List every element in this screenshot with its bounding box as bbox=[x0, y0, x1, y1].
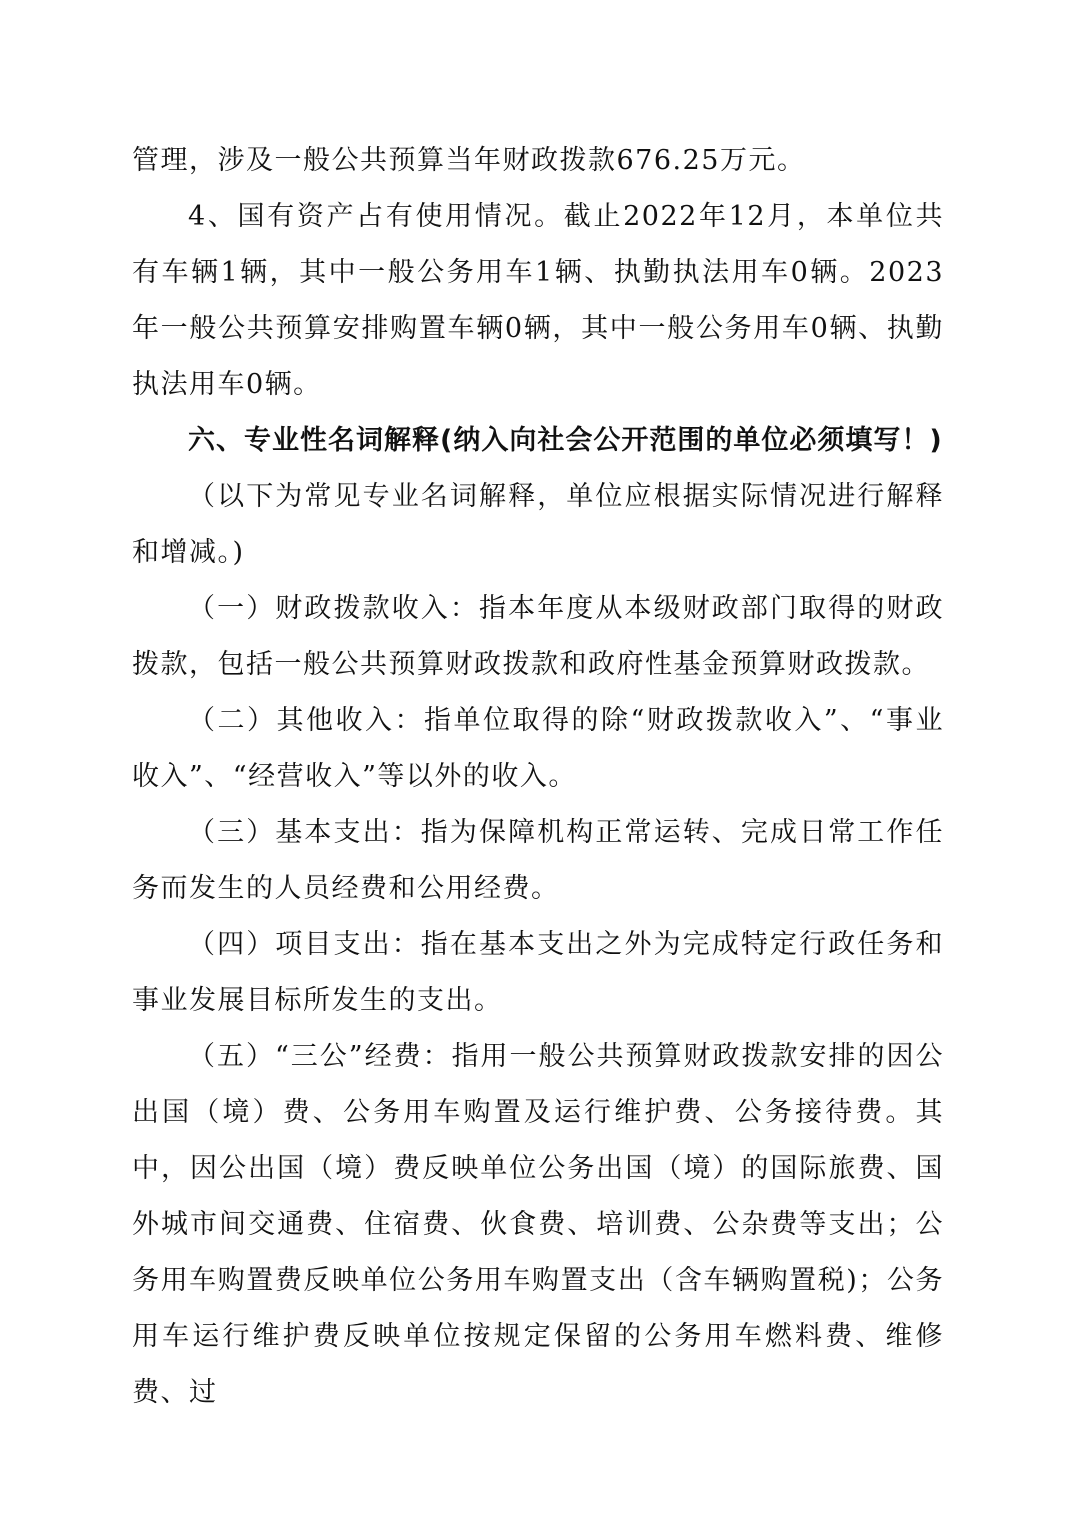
paragraph-note: （以下为常见专业名词解释，单位应根据实际情况进行解释和增减。) bbox=[132, 481, 944, 568]
paragraph-continuation: 管理，涉及一般公共预算当年财政拨款676.25万元。 bbox=[132, 145, 806, 176]
paragraph-term-basic-expense: （三）基本支出：指为保障机构正常运转、完成日常工作任务而发生的人员经费和公用经费。 bbox=[132, 817, 944, 904]
paragraph-term-fiscal-income: （一）财政拨款收入：指本年度从本级财政部门取得的财政拨款，包括一般公共预算财政拨款和政府性基金预算财政拨款。 bbox=[132, 593, 944, 680]
paragraph-term-project-expense: （四）项目支出：指在基本支出之外为完成特定行政任务和事业发展目标所发生的支出。 bbox=[132, 929, 944, 1016]
paragraph-term-other-income: （二）其他收入：指单位取得的除“财政拨款收入”、“事业收入”、“经营收入”等以外的收入。 bbox=[132, 705, 944, 792]
section-heading-terms: 六、专业性名词解释(纳入向社会公开范围的单位必须填写！) bbox=[188, 425, 943, 456]
paragraph-term-three-public: （五）“三公”经费：指用一般公共预算财政拨款安排的因公出国（境）费、公务用车购置及运行维护费、公务接待费。其中，因公出国（境）费反映单位公务出国（境）的国际旅费、国外城市间交通费、住宿费、伙食费、培训费、公杂费等支出；公务用车购置费反映单位公务用车购置支出（含车辆购置税)；公务用车运行维护费反映单位按规定保留的公务用车燃料费、维修费、过 bbox=[132, 1041, 944, 1408]
paragraph-state-assets: 4、国有资产占有使用情况。截止2022年12月，本单位共有车辆1辆，其中一般公务用车1辆、执勤执法用车0辆。2023年一般公共预算安排购置车辆0辆，其中一般公务用车0辆、执勤执法用车0辆。 bbox=[132, 201, 944, 400]
document-body bbox=[132, 133, 944, 1421]
